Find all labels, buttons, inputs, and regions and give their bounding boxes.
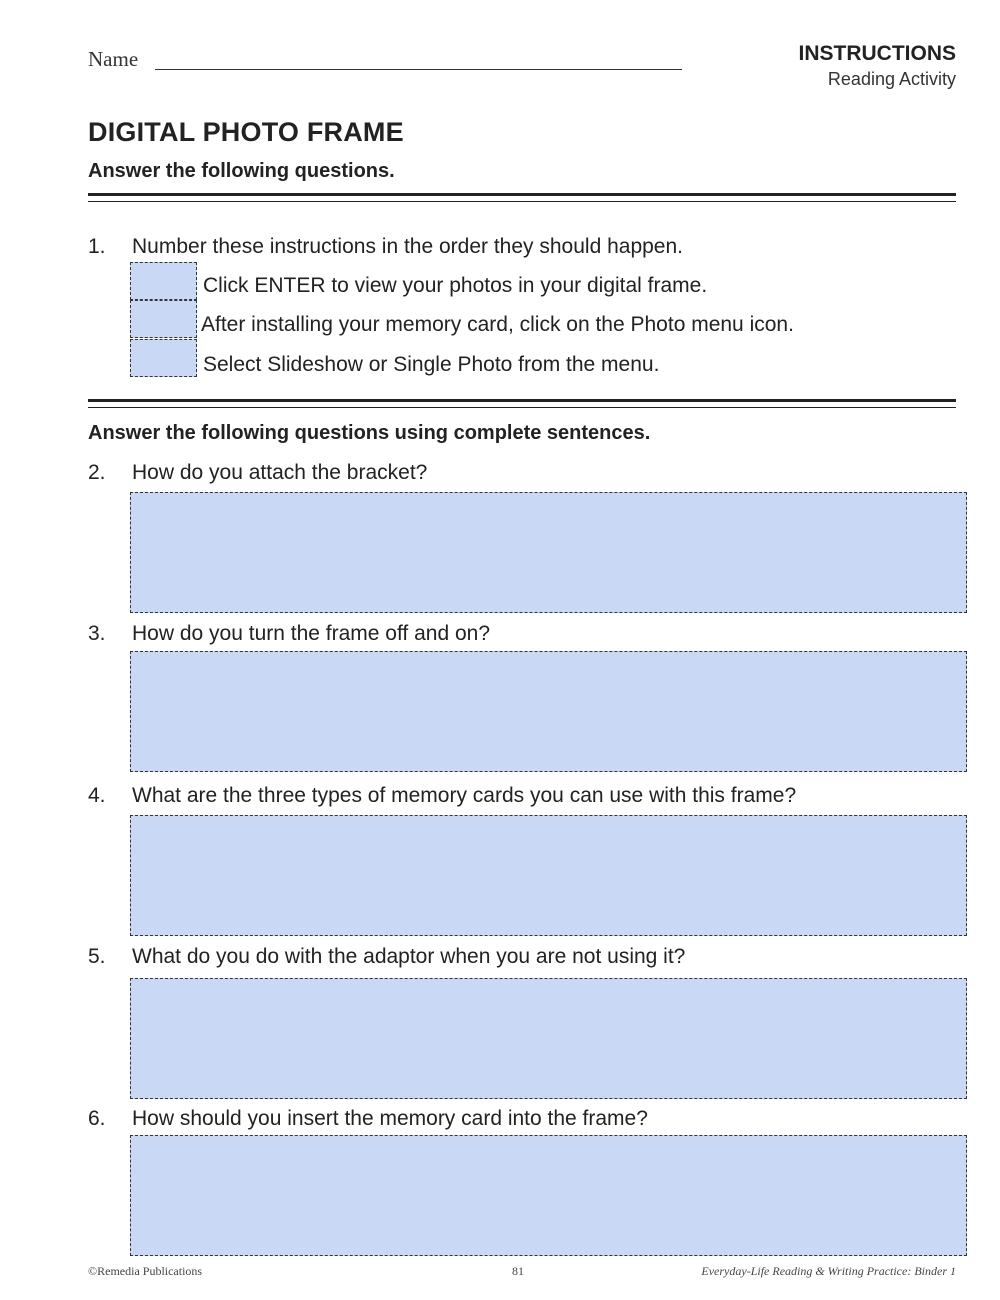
question-text: Number these instructions in the order they should happen.	[132, 235, 683, 258]
intro-instruction: Answer the following questions.	[88, 160, 395, 182]
answer-field[interactable]	[130, 651, 967, 772]
answer-field[interactable]	[130, 815, 967, 936]
answer-field[interactable]	[130, 1135, 967, 1256]
section-divider	[88, 399, 956, 408]
order-item-text: Click ENTER to view your photos in your digital frame.	[203, 274, 708, 297]
question-number: 2.	[88, 461, 106, 484]
footer-book-title: Everyday-Life Reading & Writing Practice: Binder 1	[701, 1264, 956, 1278]
order-input-box[interactable]	[130, 300, 197, 338]
question-text: What do you do with the adaptor when you are not using it?	[132, 945, 686, 968]
order-input-box[interactable]	[130, 262, 197, 300]
question-number: 4.	[88, 784, 106, 807]
order-item-text: Select Slideshow or Single Photo from the menu.	[203, 353, 660, 376]
name-input-line[interactable]	[155, 69, 682, 70]
question-number: 1.	[88, 235, 106, 258]
footer-copyright: ©Remedia Publications	[88, 1264, 203, 1278]
question-text: What are the three types of memory cards you can use with this frame?	[132, 784, 797, 807]
question-text: How do you turn the frame off and on?	[132, 622, 491, 645]
question-number: 5.	[88, 945, 106, 968]
order-input-box[interactable]	[130, 339, 197, 377]
header-title: INSTRUCTIONS	[798, 42, 956, 65]
question-text: How should you insert the memory card into the frame?	[132, 1107, 648, 1130]
header-subtitle: Reading Activity	[827, 69, 956, 89]
question-number: 3.	[88, 622, 106, 645]
order-item-text: After installing your memory card, click on the Photo menu icon.	[201, 313, 794, 336]
page-title: DIGITAL PHOTO FRAME	[88, 117, 404, 147]
page-number: 81	[512, 1264, 524, 1278]
question-number: 6.	[88, 1107, 106, 1130]
section-heading: Answer the following questions using complete sentences.	[88, 422, 651, 444]
answer-field[interactable]	[130, 978, 967, 1099]
answer-field[interactable]	[130, 492, 967, 613]
section-divider	[88, 193, 956, 202]
question-text: How do you attach the bracket?	[132, 461, 428, 484]
name-label: Name	[88, 47, 139, 71]
